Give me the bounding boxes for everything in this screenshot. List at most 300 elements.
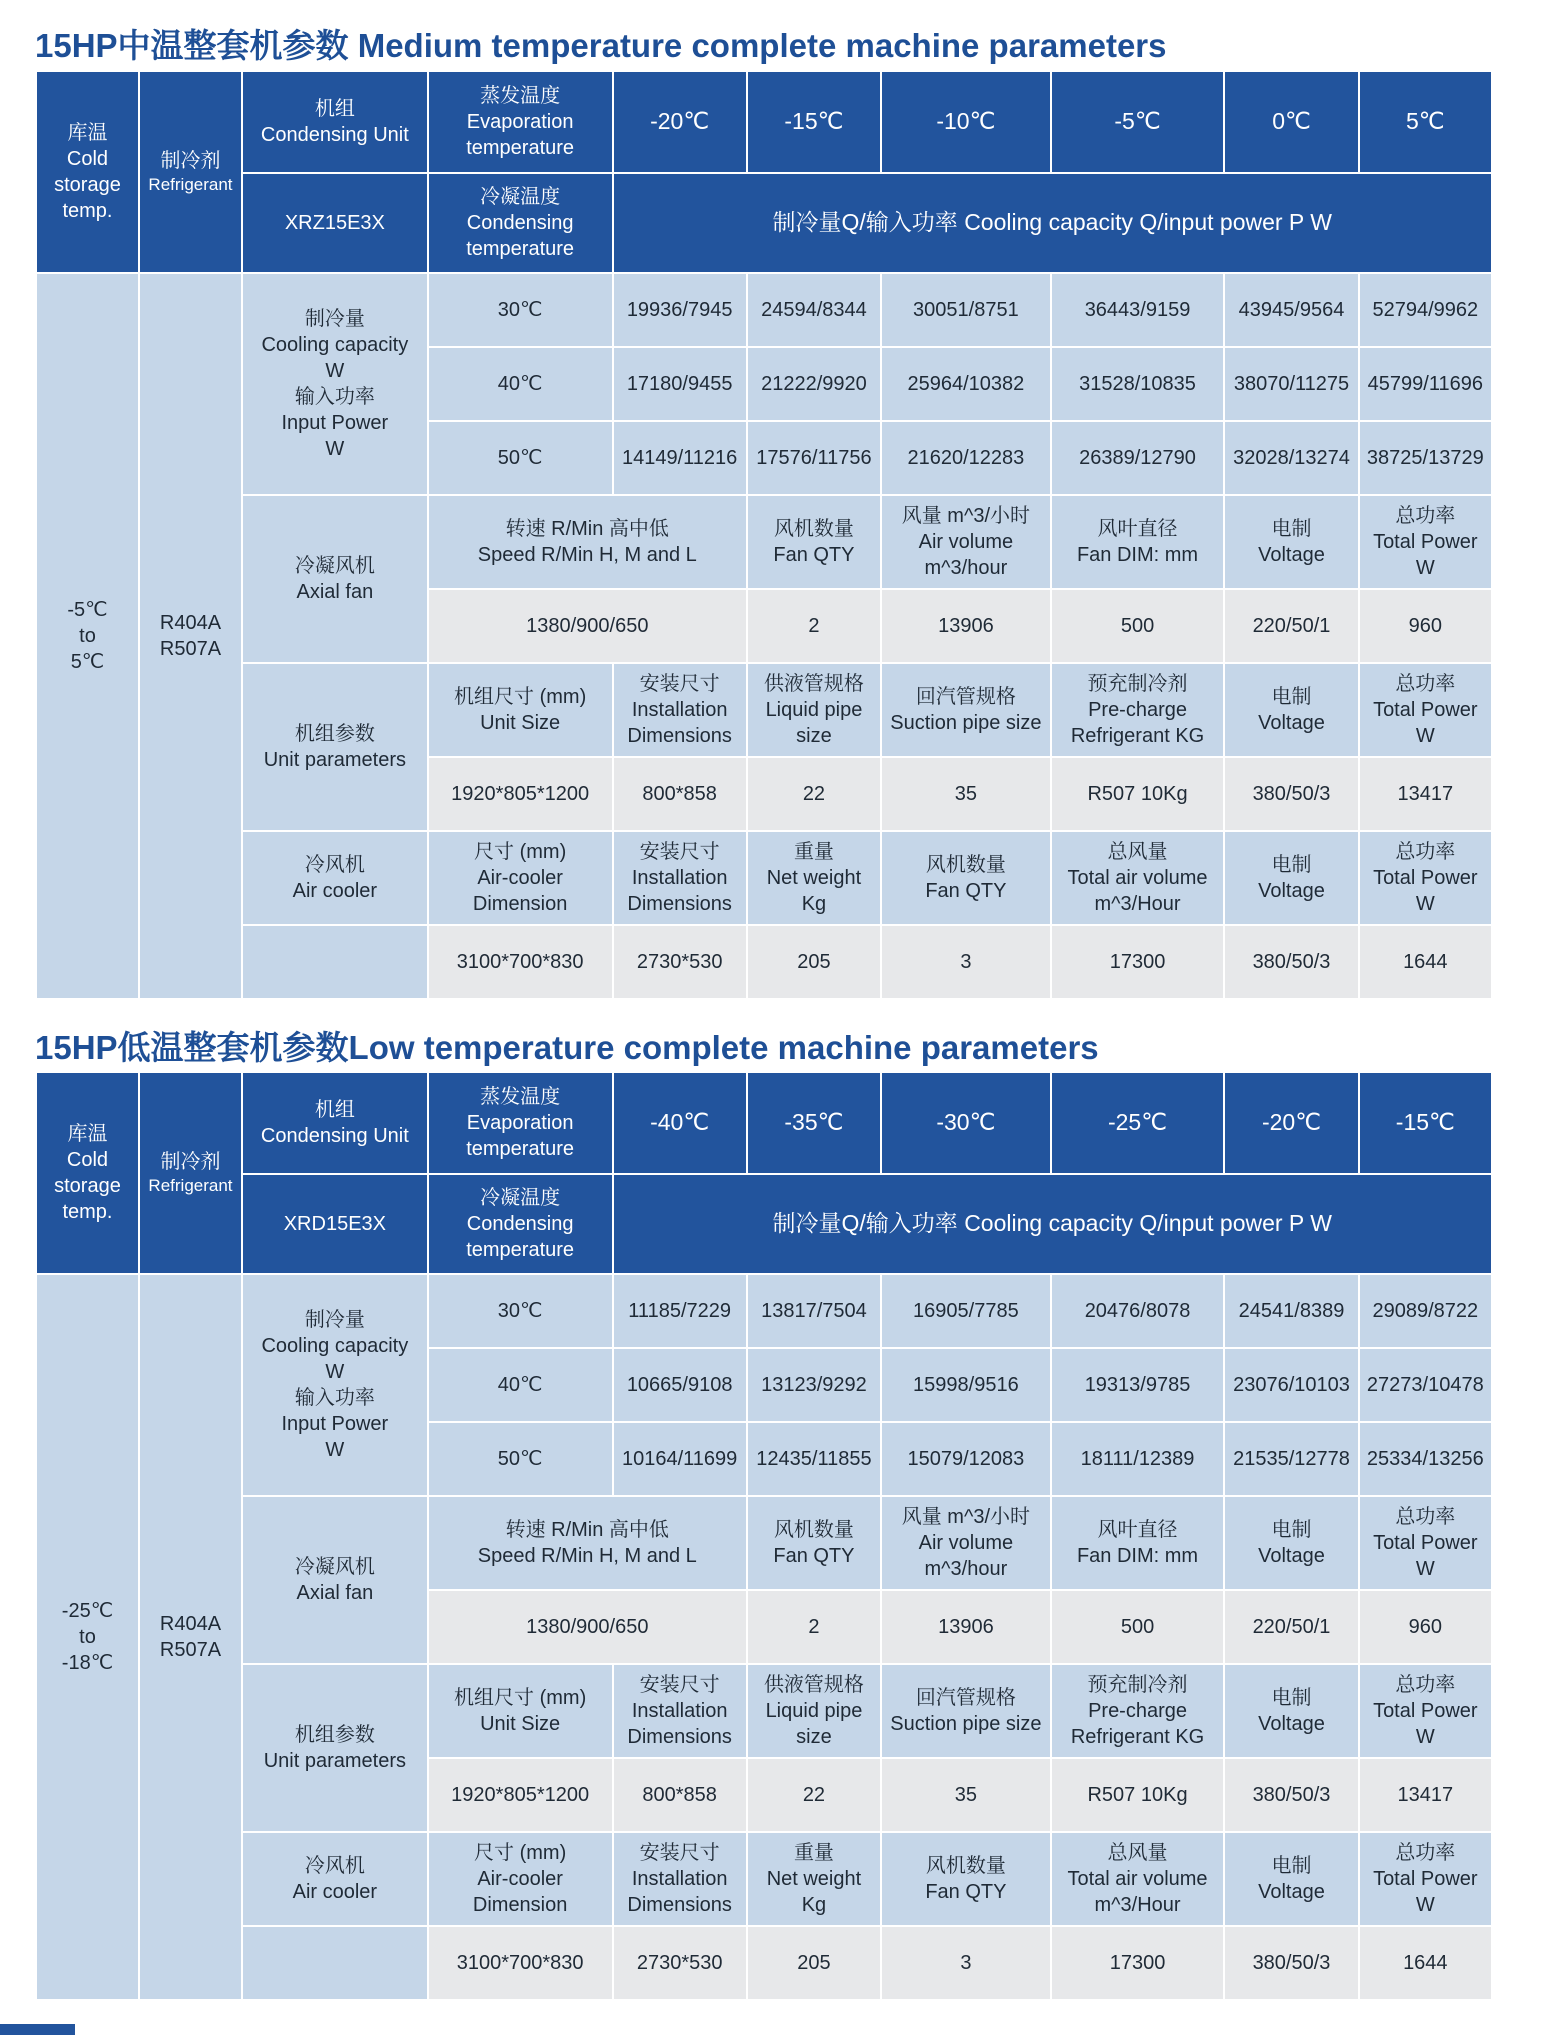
air-cooler-value-cell: 205: [747, 1926, 881, 2000]
refrigerant-header-line: Refrigerant: [148, 174, 233, 194]
fan-header-cell-line: Total Power: [1373, 531, 1478, 553]
air-cooler-header-cell-line: 电制: [1271, 854, 1312, 876]
unit-params-header-cell: [1224, 663, 1358, 757]
evaporation-temp-header-line: temperature: [466, 1138, 575, 1160]
evap-temp-cell: -15℃: [1359, 1072, 1492, 1174]
capacity-value-cell: 38070/11275: [1224, 347, 1358, 421]
condensing-unit-header-line: Condensing Unit: [260, 124, 409, 146]
fan-header-cell: [881, 495, 1051, 589]
fan-header-cell-line: Fan DIM: mm: [1076, 1545, 1199, 1567]
air-cooler-header-cell: [613, 1832, 747, 1926]
fan-header-cell-line: W: [1415, 557, 1435, 579]
section-title-low: 15HP低温整套机参数Low temperature complete machine parameters: [35, 1029, 1099, 1066]
air-cooler-header-cell-line: Net weight: [766, 1868, 862, 1890]
condensing-temp-cell: 50℃: [428, 1422, 613, 1496]
unit-params-header-cell-line: 总功率: [1395, 1674, 1456, 1696]
evap-temp-cell: -40℃: [613, 1072, 747, 1174]
fan-header-cell: [428, 1496, 747, 1590]
fan-header-cell-line: 电制: [1271, 518, 1312, 540]
unit-params-header-cell-line: 总功率: [1395, 673, 1456, 695]
capacity-value-cell: 16905/7785: [881, 1274, 1051, 1348]
air-cooler-label: [242, 1832, 428, 1926]
header-row: [36, 1072, 1492, 1174]
cold-storage-temp-cell-line: to: [79, 1626, 96, 1648]
fan-header-cell: [1224, 495, 1358, 589]
unit-params-header-cell-line: 机组尺寸 (mm): [454, 1687, 587, 1709]
capacity-header: 制冷量Q/输入功率 Cooling capacity Q/input power P W: [613, 173, 1492, 273]
cold-storage-temp-cell-line: to: [79, 625, 96, 647]
capacity-value-cell: 21222/9920: [747, 347, 881, 421]
air-cooler-value-row: [36, 925, 1492, 999]
fan-value-cell: 1380/900/650: [428, 589, 747, 663]
air-cooler-header-cell-line: 重量: [793, 841, 834, 863]
unit-params-header-row: [36, 663, 1492, 757]
fan-header-cell-line: 电制: [1271, 1519, 1312, 1541]
air-cooler-header-cell: [1224, 1832, 1358, 1926]
air-cooler-header-cell: [1359, 1832, 1492, 1926]
evaporation-temp-header-line: Evaporation: [466, 1112, 574, 1134]
air-cooler-header-cell-line: Air-cooler: [477, 1868, 563, 1890]
fan-header-cell-line: Fan DIM: mm: [1076, 544, 1199, 566]
air-cooler-value-cell: 17300: [1051, 925, 1225, 999]
model-cell: XRD15E3X: [242, 1174, 428, 1274]
refrigerant-cell-line: R507A: [159, 1639, 222, 1661]
section-title-medium: 15HP中温整套机参数 Medium temperature complete machine parameters: [35, 27, 1167, 64]
unit-params-header-cell-line: Suction pipe size: [890, 1713, 1042, 1735]
unit-params-header-cell-line: 安装尺寸: [639, 673, 720, 695]
spec-table-medium: [35, 70, 1493, 1000]
fan-value-cell: 2: [747, 1590, 881, 1664]
capacity-value-cell: 45799/11696: [1359, 347, 1492, 421]
air-cooler-value-cell: 1644: [1359, 925, 1492, 999]
unit-params-header-cell-line: 回汽管规格: [915, 1687, 1016, 1709]
cold-storage-header: [36, 1072, 139, 1274]
evap-temp-cell: -20℃: [1224, 1072, 1358, 1174]
unit-params-header-cell-line: 预充制冷剂: [1087, 673, 1188, 695]
cold-storage-header-line: Cold: [66, 148, 109, 170]
fan-header-row: [36, 1496, 1492, 1590]
unit-params-header-cell-line: 预充制冷剂: [1087, 1674, 1188, 1696]
unit-params-header-cell-line: Pre-charge: [1088, 1700, 1187, 1722]
fan-value-cell: 220/50/1: [1224, 1590, 1358, 1664]
fan-header-cell: [881, 1496, 1051, 1590]
fan-header-cell-line: 风机数量: [773, 518, 854, 540]
air-cooler-header-cell-line: Installation: [631, 867, 728, 889]
evap-temp-cell: 5℃: [1359, 71, 1492, 173]
unit-params-value-cell: 380/50/3: [1224, 1758, 1358, 1832]
air-cooler-header-cell-line: Total Power: [1373, 1868, 1478, 1890]
air-cooler-value-cell: 380/50/3: [1224, 1926, 1358, 2000]
air-cooler-header-cell-line: Dimension: [472, 893, 568, 915]
evap-temp-cell: -30℃: [881, 1072, 1051, 1174]
air-cooler-label-line: Air cooler: [292, 880, 378, 902]
cold-storage-temp-cell-line: 5℃: [70, 651, 105, 673]
unit-params-header-cell-line: Suction pipe size: [890, 712, 1042, 734]
capacity-value-cell: 13817/7504: [747, 1274, 881, 1348]
fan-header-cell-line: Air volume: [918, 1532, 1014, 1554]
capacity-value-cell: 19313/9785: [1051, 1348, 1225, 1422]
capacity-value-cell: 25334/13256: [1359, 1422, 1492, 1496]
unit-params-header-cell-line: 电制: [1271, 1687, 1312, 1709]
air-cooler-value-cell: 3: [881, 925, 1051, 999]
unit-params-header-cell: [1224, 1664, 1358, 1758]
condensing-temp-cell: 30℃: [428, 1274, 613, 1348]
fan-header-cell-line: 风机数量: [773, 1519, 854, 1541]
fan-header-cell-line: 风量 m^3/小时: [901, 505, 1031, 527]
fan-header-cell-line: Speed R/Min H, M and L: [477, 544, 697, 566]
air-cooler-header-row: [36, 831, 1492, 925]
axial-fan-label: [242, 1496, 428, 1664]
fan-value-cell: 500: [1051, 589, 1225, 663]
air-cooler-spacer: [242, 925, 428, 999]
fan-value-cell: 13906: [881, 589, 1051, 663]
refrigerant-header-line: 制冷剂: [160, 1150, 221, 1173]
cold-storage-temp-cell-line: -5℃: [67, 599, 108, 621]
air-cooler-header-cell: [428, 831, 613, 925]
fan-header-cell-line: Air volume: [918, 531, 1014, 553]
axial-fan-label-line: Axial fan: [296, 581, 374, 603]
fan-header-cell: [1359, 495, 1492, 589]
axial-fan-label-line: 冷凝风机: [294, 1556, 375, 1578]
air-cooler-header-cell-line: Dimensions: [627, 893, 732, 915]
fan-header-cell-line: W: [1415, 1558, 1435, 1580]
unit-params-header-cell-line: Pre-charge: [1088, 699, 1187, 721]
air-cooler-header-cell: [1051, 1832, 1225, 1926]
capacity-group-label-line: Input Power: [281, 412, 389, 434]
unit-params-header-cell: [747, 1664, 881, 1758]
unit-params-value-cell: 380/50/3: [1224, 757, 1358, 831]
cold-storage-header-line: 库温: [67, 1123, 108, 1145]
air-cooler-header-row: [36, 1832, 1492, 1926]
air-cooler-header-cell-line: Dimension: [472, 1894, 568, 1916]
air-cooler-header-cell-line: Total air volume: [1067, 867, 1208, 889]
capacity-group-label-line: 制冷量: [304, 308, 365, 330]
condensing-temp-cell: 50℃: [428, 421, 613, 495]
evap-temp-cell: -25℃: [1051, 1072, 1225, 1174]
capacity-value-cell: 23076/10103: [1224, 1348, 1358, 1422]
unit-params-label: [242, 1664, 428, 1832]
fan-header-cell: [1051, 495, 1225, 589]
unit-params-value-cell: 35: [881, 1758, 1051, 1832]
air-cooler-header-cell-line: Fan QTY: [925, 880, 1007, 902]
capacity-group-label: [242, 1274, 428, 1496]
air-cooler-header-cell-line: 总风量: [1107, 841, 1168, 863]
capacity-group-label-line: W: [325, 1439, 345, 1461]
capacity-row: [36, 273, 1492, 347]
spec-table-low: [35, 1071, 1493, 2001]
unit-params-header-cell-line: W: [1415, 1726, 1435, 1748]
cold-storage-temp-cell-line: -25℃: [61, 1600, 114, 1622]
cold-storage-header-line: temp.: [62, 1201, 113, 1223]
air-cooler-header-cell-line: Net weight: [766, 867, 862, 889]
unit-params-label-line: Unit parameters: [263, 749, 406, 771]
capacity-value-cell: 18111/12389: [1051, 1422, 1225, 1496]
air-cooler-header-cell-line: 重量: [793, 1842, 834, 1864]
capacity-value-cell: 12435/11855: [747, 1422, 881, 1496]
air-cooler-value-cell: 3100*700*830: [428, 1926, 613, 2000]
fan-header-cell-line: 转速 R/Min 高中低: [505, 1519, 669, 1541]
fan-header-cell-line: Fan QTY: [773, 1545, 855, 1567]
fan-header-row: [36, 495, 1492, 589]
air-cooler-header-cell-line: W: [1415, 1894, 1435, 1916]
axial-fan-label: [242, 495, 428, 663]
fan-header-cell: [747, 1496, 881, 1590]
air-cooler-header-cell-line: Air-cooler: [477, 867, 563, 889]
air-cooler-header-cell-line: 安装尺寸: [639, 841, 720, 863]
unit-params-value-cell: 22: [747, 1758, 881, 1832]
air-cooler-header-cell-line: 总功率: [1395, 841, 1456, 863]
air-cooler-header-cell: [881, 1832, 1051, 1926]
capacity-group-label-line: 制冷量: [304, 1309, 365, 1331]
cold-storage-header-line: storage: [54, 1175, 121, 1197]
fan-header-cell-line: Speed R/Min H, M and L: [477, 1545, 697, 1567]
fan-header-cell-line: 风叶直径: [1097, 518, 1178, 540]
refrigerant-cell: [139, 273, 242, 999]
capacity-value-cell: 19936/7945: [613, 273, 747, 347]
refrigerant-cell-line: R404A: [159, 612, 222, 634]
air-cooler-value-cell: 380/50/3: [1224, 925, 1358, 999]
air-cooler-label-line: Air cooler: [292, 1881, 378, 1903]
unit-params-label-line: Unit parameters: [263, 1750, 406, 1772]
evaporation-temp-header-line: temperature: [466, 137, 575, 159]
air-cooler-value-cell: 3100*700*830: [428, 925, 613, 999]
fan-header-cell-line: 风叶直径: [1097, 1519, 1178, 1541]
air-cooler-header-cell-line: 安装尺寸: [639, 1842, 720, 1864]
unit-params-header-cell-line: 供液管规格: [763, 1674, 864, 1696]
evaporation-temp-header-line: 蒸发温度: [480, 1086, 561, 1108]
unit-params-header-cell: [428, 1664, 613, 1758]
fan-header-cell-line: 风量 m^3/小时: [901, 1506, 1031, 1528]
capacity-group-label-line: W: [325, 1361, 345, 1383]
capacity-value-cell: 36443/9159: [1051, 273, 1225, 347]
air-cooler-header-cell-line: 风机数量: [925, 1855, 1006, 1877]
evap-temp-cell: -20℃: [613, 71, 747, 173]
capacity-value-cell: 32028/13274: [1224, 421, 1358, 495]
capacity-value-cell: 24594/8344: [747, 273, 881, 347]
fan-header-cell: [1051, 1496, 1225, 1590]
unit-params-header-cell: [613, 1664, 747, 1758]
air-cooler-header-cell-line: Fan QTY: [925, 1881, 1007, 1903]
cold-storage-header-line: Cold: [66, 1149, 109, 1171]
capacity-group-label: [242, 273, 428, 495]
fan-value-cell: 960: [1359, 589, 1492, 663]
fan-value-cell: 1380/900/650: [428, 1590, 747, 1664]
capacity-value-cell: 17576/11756: [747, 421, 881, 495]
capacity-value-cell: 38725/13729: [1359, 421, 1492, 495]
evap-temp-cell: 0℃: [1224, 71, 1358, 173]
condensing-temp-header-line: Condensing: [466, 212, 574, 234]
fan-value-cell: 220/50/1: [1224, 589, 1358, 663]
air-cooler-header-cell-line: Kg: [801, 1894, 827, 1916]
unit-params-header-cell: [747, 663, 881, 757]
unit-params-value-cell: 1920*805*1200: [428, 757, 613, 831]
unit-params-header-cell-line: 机组尺寸 (mm): [454, 686, 587, 708]
air-cooler-header-cell: [1051, 831, 1225, 925]
refrigerant-header-line: Refrigerant: [148, 1175, 233, 1195]
condensing-unit-header: [242, 71, 428, 173]
fan-header-cell: [747, 495, 881, 589]
condensing-temp-header: [428, 1174, 613, 1274]
capacity-value-cell: 14149/11216: [613, 421, 747, 495]
air-cooler-header-cell-line: Installation: [631, 1868, 728, 1890]
footer-accent-bar: [0, 2024, 75, 2035]
air-cooler-header-cell-line: Kg: [801, 893, 827, 915]
capacity-value-cell: 25964/10382: [881, 347, 1051, 421]
unit-params-value-cell: 800*858: [613, 757, 747, 831]
air-cooler-value-row: [36, 1926, 1492, 2000]
air-cooler-header-cell: [428, 1832, 613, 1926]
fan-value-cell: 2: [747, 589, 881, 663]
air-cooler-header-cell: [613, 831, 747, 925]
header-row: [36, 173, 1492, 273]
capacity-value-cell: 15079/12083: [881, 1422, 1051, 1496]
unit-params-header-cell-line: Dimensions: [627, 725, 732, 747]
cold-storage-header-line: temp.: [62, 200, 113, 222]
evaporation-temp-header: [428, 1072, 613, 1174]
air-cooler-label-line: 冷风机: [304, 1855, 365, 1877]
unit-params-header-cell: [1359, 663, 1492, 757]
fan-header-cell-line: Voltage: [1258, 1545, 1325, 1567]
capacity-value-cell: 15998/9516: [881, 1348, 1051, 1422]
unit-params-header-cell-line: Total Power: [1373, 1700, 1478, 1722]
refrigerant-header: [139, 71, 242, 273]
unit-params-header-cell-line: Unit Size: [480, 1713, 561, 1735]
refrigerant-cell: [139, 1274, 242, 2000]
unit-params-value-cell: 13417: [1359, 757, 1492, 831]
fan-header-cell-line: m^3/hour: [924, 1558, 1008, 1580]
air-cooler-label: [242, 831, 428, 925]
air-cooler-header-cell-line: Dimensions: [627, 1894, 732, 1916]
unit-params-header-cell-line: size: [796, 725, 832, 747]
capacity-group-label-line: W: [325, 360, 345, 382]
air-cooler-header-cell-line: 总功率: [1395, 1842, 1456, 1864]
header-row: [36, 1174, 1492, 1274]
air-cooler-header-cell-line: Total air volume: [1067, 1868, 1208, 1890]
capacity-header: 制冷量Q/输入功率 Cooling capacity Q/input power P W: [613, 1174, 1492, 1274]
capacity-value-cell: 20476/8078: [1051, 1274, 1225, 1348]
air-cooler-header-cell-line: m^3/Hour: [1094, 893, 1181, 915]
fan-header-cell-line: m^3/hour: [924, 557, 1008, 579]
unit-params-header-cell: [428, 663, 613, 757]
condensing-unit-header-line: 机组: [314, 1099, 355, 1121]
capacity-value-cell: 31528/10835: [1051, 347, 1225, 421]
condensing-unit-header-line: Condensing Unit: [260, 1125, 409, 1147]
unit-params-header-cell-line: Liquid pipe: [765, 1700, 863, 1722]
fan-header-cell-line: Total Power: [1373, 1532, 1478, 1554]
condensing-temp-cell: 30℃: [428, 273, 613, 347]
air-cooler-header-cell: [747, 831, 881, 925]
condensing-temp-header-line: temperature: [466, 238, 575, 260]
capacity-group-label-line: 输入功率: [294, 386, 375, 408]
fan-header-cell-line: Fan QTY: [773, 544, 855, 566]
condensing-temp-header-line: 冷凝温度: [480, 1187, 561, 1209]
capacity-group-label-line: Cooling capacity: [261, 334, 409, 356]
unit-params-header-cell-line: Liquid pipe: [765, 699, 863, 721]
cold-storage-header-line: storage: [54, 174, 121, 196]
fan-header-cell-line: Voltage: [1258, 544, 1325, 566]
condensing-temp-header-line: 冷凝温度: [480, 186, 561, 208]
unit-params-header-cell-line: Dimensions: [627, 1726, 732, 1748]
unit-params-label-line: 机组参数: [294, 1724, 375, 1746]
unit-params-value-cell: 22: [747, 757, 881, 831]
condensing-temp-header-line: Condensing: [466, 1213, 574, 1235]
air-cooler-value-cell: 3: [881, 1926, 1051, 2000]
axial-fan-label-line: 冷凝风机: [294, 555, 375, 577]
unit-params-label: [242, 663, 428, 831]
evaporation-temp-header-line: 蒸发温度: [480, 85, 561, 107]
unit-params-header-cell-line: Refrigerant KG: [1070, 1726, 1205, 1748]
air-cooler-spacer: [242, 1926, 428, 2000]
air-cooler-header-cell-line: 尺寸 (mm): [474, 841, 567, 863]
air-cooler-header-cell-line: Voltage: [1258, 880, 1325, 902]
air-cooler-value-cell: 17300: [1051, 1926, 1225, 2000]
fan-header-cell: [1224, 1496, 1358, 1590]
air-cooler-label-line: 冷风机: [304, 854, 365, 876]
refrigerant-header: [139, 1072, 242, 1274]
evaporation-temp-header-line: Evaporation: [466, 111, 574, 133]
fan-header-cell: [428, 495, 747, 589]
capacity-row: [36, 1274, 1492, 1348]
condensing-temp-header: [428, 173, 613, 273]
condensing-unit-header: [242, 1072, 428, 1174]
air-cooler-header-cell: [1224, 831, 1358, 925]
air-cooler-header-cell-line: Voltage: [1258, 1881, 1325, 1903]
refrigerant-header-line: 制冷剂: [160, 149, 221, 172]
capacity-group-label-line: W: [325, 438, 345, 460]
air-cooler-value-cell: 2730*530: [613, 925, 747, 999]
capacity-value-cell: 27273/10478: [1359, 1348, 1492, 1422]
unit-params-header-cell-line: Unit Size: [480, 712, 561, 734]
condensing-temp-cell: 40℃: [428, 347, 613, 421]
unit-params-value-cell: 13417: [1359, 1758, 1492, 1832]
capacity-value-cell: 52794/9962: [1359, 273, 1492, 347]
cold-storage-temp-cell-line: -18℃: [61, 1652, 114, 1674]
unit-params-header-cell-line: 安装尺寸: [639, 1674, 720, 1696]
air-cooler-value-cell: 2730*530: [613, 1926, 747, 2000]
unit-params-header-cell: [881, 1664, 1051, 1758]
capacity-value-cell: 13123/9292: [747, 1348, 881, 1422]
air-cooler-header-cell-line: 电制: [1271, 1855, 1312, 1877]
unit-params-header-cell-line: Voltage: [1258, 1713, 1325, 1735]
condensing-temp-cell: 40℃: [428, 1348, 613, 1422]
fan-header-cell: [1359, 1496, 1492, 1590]
unit-params-header-cell: [1359, 1664, 1492, 1758]
air-cooler-header-cell: [747, 1832, 881, 1926]
capacity-value-cell: 29089/8722: [1359, 1274, 1492, 1348]
air-cooler-header-cell: [881, 831, 1051, 925]
fan-value-cell: 960: [1359, 1590, 1492, 1664]
unit-params-header-cell-line: W: [1415, 725, 1435, 747]
capacity-value-cell: 10665/9108: [613, 1348, 747, 1422]
unit-params-value-cell: 800*858: [613, 1758, 747, 1832]
capacity-value-cell: 30051/8751: [881, 273, 1051, 347]
unit-params-header-cell-line: Installation: [631, 699, 728, 721]
unit-params-label-line: 机组参数: [294, 723, 375, 745]
capacity-group-label-line: Cooling capacity: [261, 1335, 409, 1357]
evaporation-temp-header: [428, 71, 613, 173]
air-cooler-header-cell-line: 风机数量: [925, 854, 1006, 876]
evap-temp-cell: -10℃: [881, 71, 1051, 173]
unit-params-value-cell: R507 10Kg: [1051, 757, 1225, 831]
capacity-value-cell: 21535/12778: [1224, 1422, 1358, 1496]
cold-storage-header: [36, 71, 139, 273]
air-cooler-header-cell: [1359, 831, 1492, 925]
air-cooler-header-cell-line: W: [1415, 893, 1435, 915]
cold-storage-temp-cell: [36, 1274, 139, 2000]
unit-params-header-cell: [881, 663, 1051, 757]
header-row: [36, 71, 1492, 173]
cold-storage-header-line: 库温: [67, 122, 108, 144]
